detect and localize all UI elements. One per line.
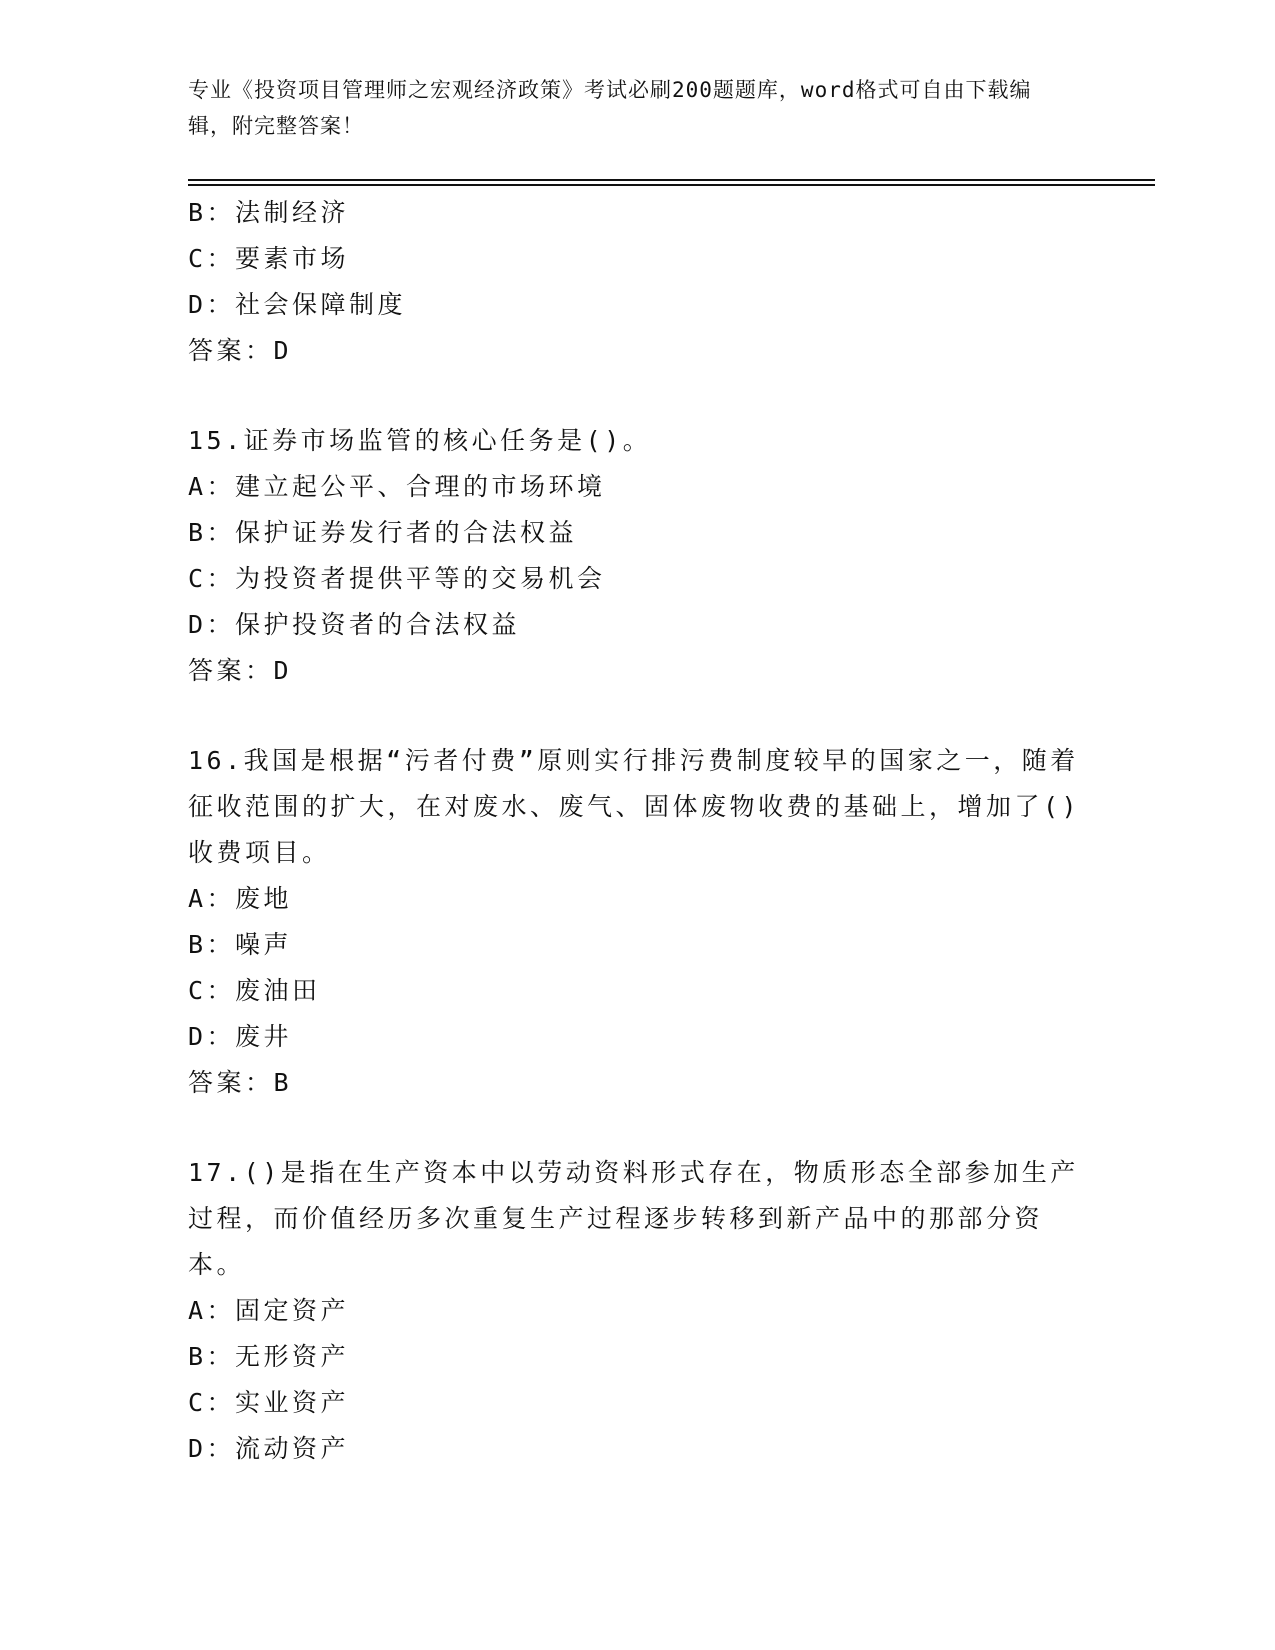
- question-stem: 16.我国是根据“污者付费”原则实行排污费制度较早的国家之一，随着征收范围的扩大，在对废水、废气、固体废物收费的基础上，增加了()收费项目。: [188, 746, 1081, 867]
- answer: 答案：D: [188, 336, 293, 365]
- question-stem: 17.()是指在生产资本中以劳动资料形式存在，物质形态全部参加生产过程，而价值经历多次重复生产过程逐步转移到新产品中的那部分资本。: [188, 1158, 1079, 1279]
- question-15: [188, 418, 1088, 694]
- option-d: D：社会保障制度: [188, 290, 407, 319]
- question-stem: 15.证券市场监管的核心任务是()。: [188, 426, 652, 455]
- question-16: [188, 738, 1088, 1106]
- option-d: D：流动资产: [188, 1434, 350, 1463]
- option-a: A：废地: [188, 884, 293, 913]
- option-b: B：保护证券发行者的合法权益: [188, 518, 578, 547]
- option-b: B：无形资产: [188, 1342, 350, 1371]
- answer: 答案：D: [188, 656, 293, 685]
- option-c: C：要素市场: [188, 244, 350, 273]
- option-b: B：噪声: [188, 930, 293, 959]
- question-content: [188, 190, 1088, 1472]
- header-divider: [188, 179, 1155, 181]
- option-a: A：建立起公平、合理的市场环境: [188, 472, 606, 501]
- option-a: A：固定资产: [188, 1296, 350, 1325]
- option-d: D：保护投资者的合法权益: [188, 610, 521, 639]
- option-c: C：废油田: [188, 976, 321, 1005]
- option-b: B：法制经济: [188, 198, 350, 227]
- option-c: C：实业资产: [188, 1388, 350, 1417]
- question-17: [188, 1150, 1088, 1472]
- option-c: C：为投资者提供平等的交易机会: [188, 564, 606, 593]
- answer: 答案：B: [188, 1068, 293, 1097]
- question-14-partial: [188, 190, 1088, 374]
- header-divider-secondary: [188, 184, 1155, 186]
- option-d: D：废井: [188, 1022, 293, 1051]
- document-header: 专业《投资项目管理师之宏观经济政策》考试必刷200题题库，word格式可自由下载编辑，附完整答案！: [188, 78, 1032, 138]
